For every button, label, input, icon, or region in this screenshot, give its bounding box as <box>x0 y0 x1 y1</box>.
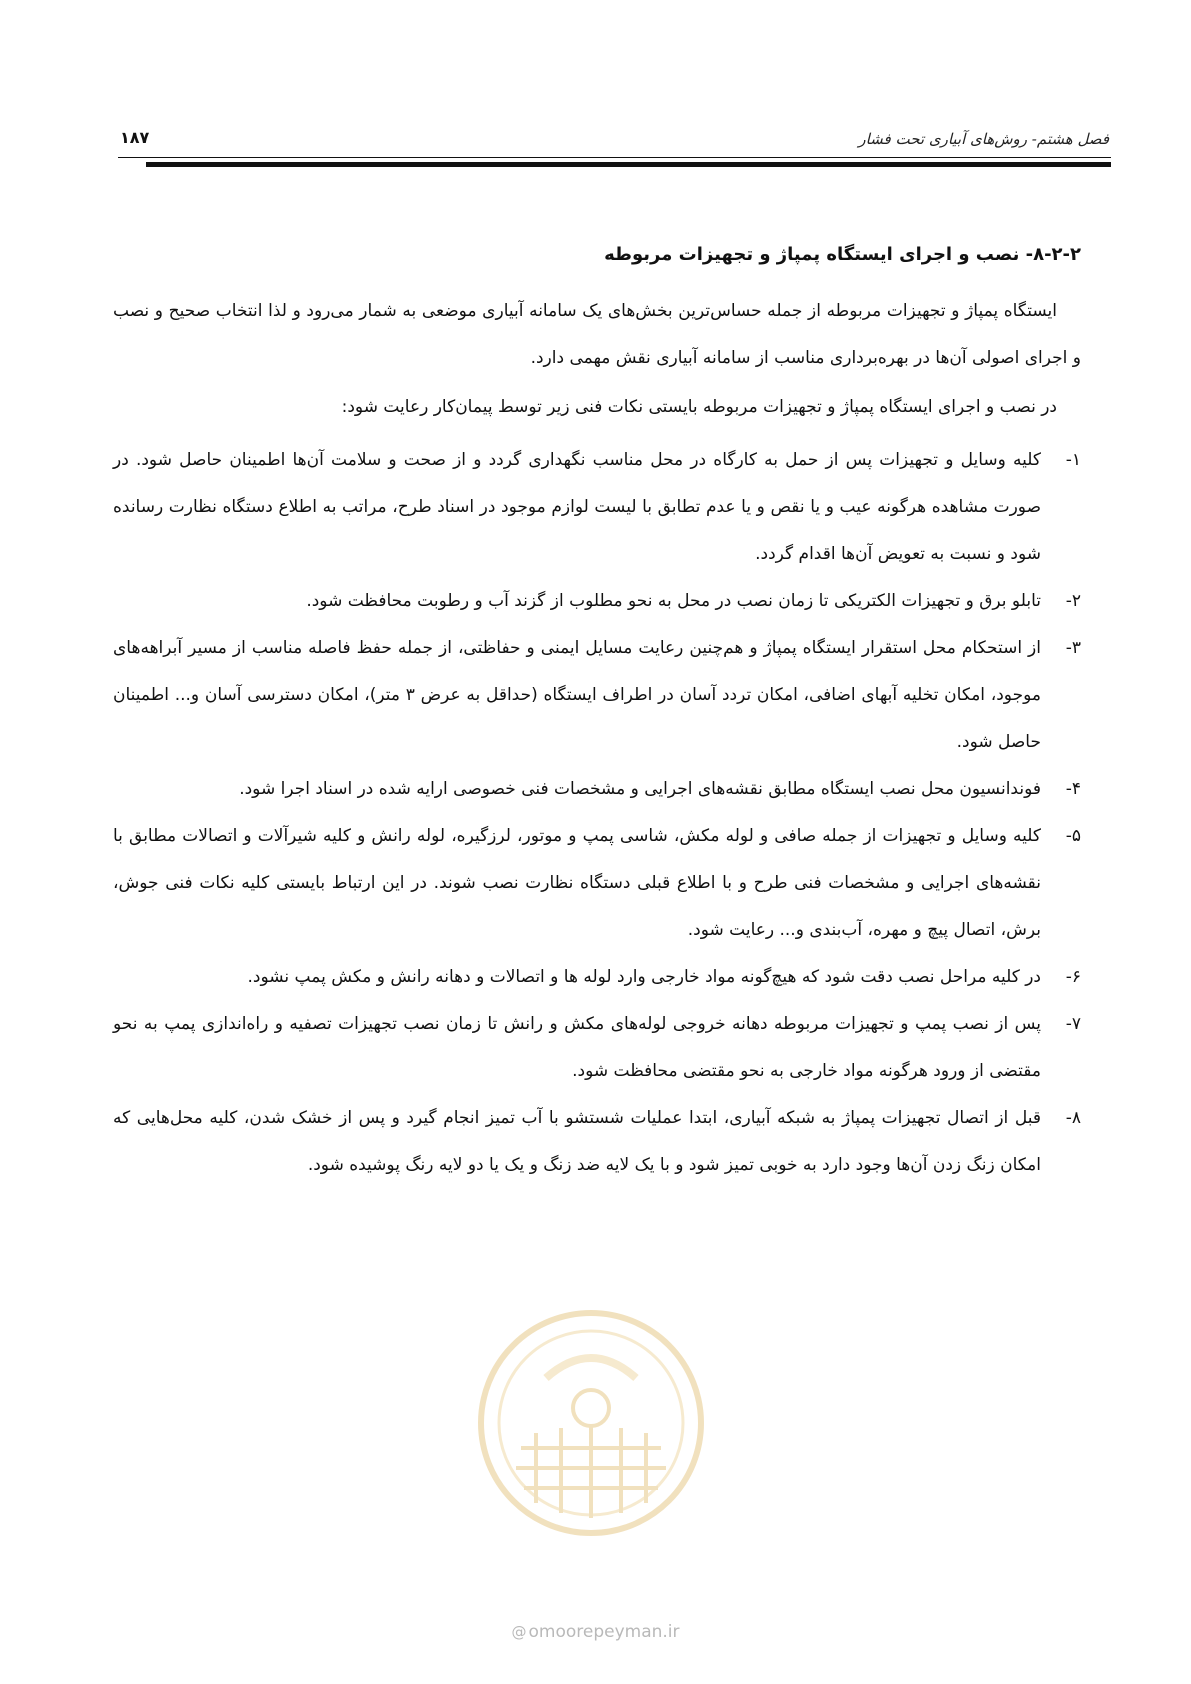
header-rule-thin <box>118 157 1111 158</box>
list-item <box>113 813 1081 954</box>
list-item-text: تابلو برق و تجهیزات الکتریکی تا زمان نصب در محل به نحو مطلوب از گزند آب و رطوبت محافظت شود. <box>306 591 1041 611</box>
running-header-title: فصل هشتم- روش‌های آبیاری تحت فشار <box>858 130 1109 148</box>
list-item-number: ۸- <box>1065 1108 1081 1128</box>
section-heading: ۸-۲-۲- نصب و اجرای ایستگاه پمپاژ و تجهیزات مربوطه <box>604 244 1081 265</box>
list-item-number: ۱- <box>1065 450 1081 470</box>
list-item-text: قبل از اتصال تجهیزات پمپاژ به شبکه آبیاری، ابتدا عملیات شستشو با آب تمیز انجام گیرد و پس از خشک شدن، کلیه محل‌هایی که امکان زنگ زدن آن‌ها وجود دارد به خوبی تمیز شود و با یک لایه ضد زنگ و یک یا دو لایه رنگ پوشیده شود. <box>113 1108 1041 1175</box>
list-item-text: پس از نصب پمپ و تجهیزات مربوطه دهانه خروجی لوله‌های مکش و رانش تا زمان نصب تجهیزات تصفیه و راه‌اندازی پمپ به نحو مقتضی از ورود هرگونه مواد خارجی به نحو مقتضی محافظت شود. <box>113 1014 1041 1081</box>
list-item-number: ۳- <box>1065 638 1081 658</box>
list-item-number: ۷- <box>1065 1014 1081 1034</box>
list-item <box>113 625 1081 766</box>
list-item <box>113 1095 1081 1189</box>
list-item-text: در کلیه مراحل نصب دقت شود که هیچ‌گونه مواد خارجی وارد لوله ها و اتصالات و دهانه رانش و مکش پمپ نشود. <box>247 967 1041 987</box>
list-item <box>113 766 1081 813</box>
requirements-list <box>113 437 1081 1189</box>
list-item-number: ۲- <box>1065 591 1081 611</box>
list-item-text: از استحکام محل استقرار ایستگاه پمپاژ و هم‌چنین رعایت مسایل ایمنی و حفاظتی، از جمله حفظ فاصله مناسب از مسیر آبراهه‌های موجود، امکان تخلیه آبهای اضافی، امکان تردد آسان در اطراف ایستگاه (حداقل به عرض ۳ متر)، امکان دسترسی آسان و... اطمینان حاصل شود. <box>113 638 1041 752</box>
list-item <box>113 578 1081 625</box>
watermark-seal-logo <box>476 1308 706 1538</box>
list-item-text: کلیه وسایل و تجهیزات پس از حمل به کارگاه در محل مناسب نگهداری گردد و از صحت و سلامت آن‌ها اطمینان حاصل شود. در صورت مشاهده هرگونه عیب و یا نقص و یا عدم تطابق با لیست لوازم موجود در اسناد طرح، مراتب به اطلاع دستگاه نظارت رسانده شود و نسبت به تعویض آن‌ها اقدام گردد. <box>113 450 1041 564</box>
intro-paragraph: ایستگاه پمپاژ و تجهیزات مربوطه از جمله حساس‌ترین بخش‌های یک سامانه آبیاری موضعی به شمار می‌رود و لذا انتخاب صحیح و نصب و اجرای اصولی آن‌ها در بهره‌برداری مناسب از سامانه آبیاری نقش مهمی دارد. <box>113 301 1081 368</box>
main-content <box>113 240 1081 1189</box>
list-item-text: کلیه وسایل و تجهیزات از جمله صافی و لوله مکش، شاسی پمپ و موتور، لرزگیره، لوله رانش و کلیه شیرآلات و اتصالات مطابق با نقشه‌های اجرایی و مشخصات فنی طرح و با اطلاع قبلی دستگاه نظارت نصب شوند. در این ارتباط بایستی کلیه نکات فنی جوش، برش، اتصال پیچ و مهره، آب‌بندی و... رعایت شود. <box>113 826 1041 940</box>
list-item-text: فوندانسیون محل نصب ایستگاه مطابق نقشه‌های اجرایی و مشخصات فنی خصوصی ارایه شده در اسناد اجرا شود. <box>239 779 1041 799</box>
lead-paragraph: در نصب و اجرای ایستگاه پمپاژ و تجهیزات مربوطه بایستی نکات فنی زیر توسط پیمان‌کار رعایت شود: <box>341 397 1057 417</box>
header-rule-thick <box>146 162 1111 167</box>
list-item-number: ۴- <box>1065 779 1081 799</box>
list-item <box>113 954 1081 1001</box>
page-number: ۱۸۷ <box>120 128 150 147</box>
list-item-number: ۶- <box>1065 967 1081 987</box>
site-watermark-text: omoorepeyman.ir <box>528 1622 680 1642</box>
list-item <box>113 1001 1081 1095</box>
at-icon: @ <box>511 1623 527 1641</box>
list-item-number: ۵- <box>1065 826 1081 846</box>
site-watermark <box>0 1622 1191 1642</box>
list-item <box>113 437 1081 578</box>
